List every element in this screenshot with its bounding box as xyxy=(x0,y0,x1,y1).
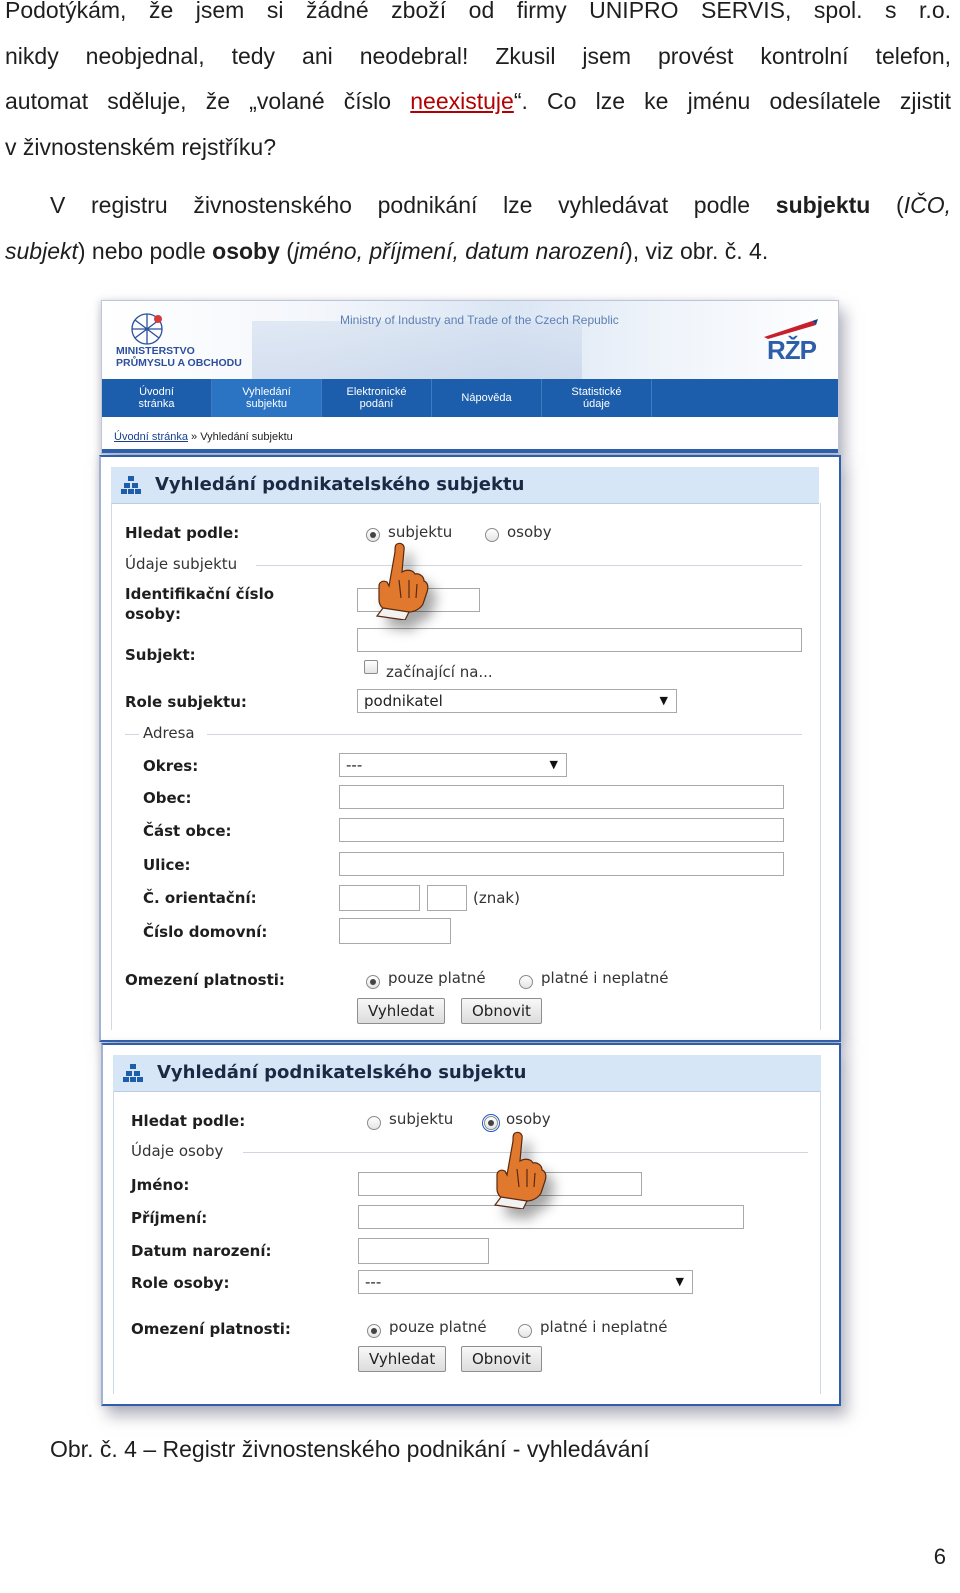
radio-osoby-label: osoby xyxy=(506,1110,551,1128)
intro-line-2: nikdy neobjednal, tedy ani neodebral! Zkusil jsem provést kontrolní telefon, xyxy=(5,42,951,69)
intro-line-4: v živnostenském rejstříku? xyxy=(5,133,276,160)
datum-narozeni-input[interactable] xyxy=(358,1238,489,1264)
orientacni-znak-input[interactable] xyxy=(427,885,467,911)
registry-subjektu-bold: subjektu xyxy=(775,192,871,218)
logo-line-1: MINISTERSTVO xyxy=(116,345,195,357)
nav-label: Nápověda xyxy=(461,392,512,404)
ulice-label: Ulice: xyxy=(143,856,191,874)
portal-header-screenshot xyxy=(101,300,839,454)
radio-pouze-platne-label: pouze platné xyxy=(388,969,486,987)
radio-osoby[interactable] xyxy=(484,1116,498,1130)
section-divider xyxy=(256,565,802,566)
ico-label-line-2: osoby: xyxy=(125,605,182,623)
registry-osoby-bold: osoby xyxy=(212,237,280,264)
ico-label-line-1: Identifikační číslo xyxy=(125,585,275,603)
okres-value: --- xyxy=(346,756,363,774)
obnovit-button[interactable]: Obnovit xyxy=(461,1346,542,1372)
nav-label: Statistické xyxy=(571,386,622,398)
registry-line-2 xyxy=(5,229,951,275)
dropdown-arrow-icon: ▼ xyxy=(549,758,558,771)
znak-label: (znak) xyxy=(473,889,520,907)
registry-paren-open-1: ( xyxy=(870,192,904,218)
role-osoby-value: --- xyxy=(365,1273,382,1291)
nav-filler xyxy=(652,379,838,417)
radio-pouze-platne[interactable] xyxy=(366,975,380,989)
cislo-domovni-label: Číslo domovní: xyxy=(143,923,268,941)
prijmeni-input[interactable] xyxy=(358,1205,744,1229)
obnovit-button[interactable]: Obnovit xyxy=(461,998,542,1024)
portal-nav xyxy=(102,379,838,417)
org-chart-icon xyxy=(123,1064,143,1082)
ulice-input[interactable] xyxy=(339,852,784,876)
cislo-domovni-input[interactable] xyxy=(339,918,451,944)
registry-text-2: ) nebo podle xyxy=(77,237,213,264)
section-udaje-subjektu: Údaje subjektu xyxy=(125,555,238,573)
building-image xyxy=(252,321,582,379)
pointing-hand-icon xyxy=(487,1131,547,1209)
obec-input[interactable] xyxy=(339,785,784,809)
intro-line-1: Podotýkám, že jsem si žádné zboží od firmy UNIPRO SERVIS, spol. s r.o. xyxy=(5,0,951,23)
radio-osoby[interactable] xyxy=(485,528,499,542)
neexistuje-link[interactable]: neexistuje xyxy=(410,88,514,114)
registry-ico-italic: IČO, xyxy=(903,192,951,218)
registry-text-1: V registru živnostenského podnikání lze vyhledávat podle xyxy=(50,192,776,218)
intro-line-3-start: automat sděluje, že „volané číslo xyxy=(5,88,411,114)
section-adresa: Adresa xyxy=(143,724,195,742)
breadcrumb-home-link[interactable]: Úvodní stránka xyxy=(114,431,188,443)
rzp-logo: RŽP xyxy=(767,335,816,365)
obec-label: Obec: xyxy=(143,789,192,807)
radio-subjektu-label: subjektu xyxy=(388,523,453,541)
zacinajici-label: začínající na... xyxy=(386,663,493,681)
role-subjektu-select[interactable] xyxy=(357,689,677,713)
registry-text-3: ), viz obr. č. 4. xyxy=(625,237,769,264)
section-divider xyxy=(125,734,139,735)
cast-obce-input[interactable] xyxy=(339,818,784,842)
ministry-logo-icon xyxy=(120,309,174,345)
search-by-subject-panel xyxy=(99,455,841,1042)
panel-title: Vyhledání podnikatelského subjektu xyxy=(157,1062,527,1083)
breadcrumb xyxy=(114,431,293,443)
pointing-hand-icon xyxy=(369,542,429,620)
radio-pouze-platne-label: pouze platné xyxy=(389,1318,487,1336)
nav-statisticke-udaje[interactable] xyxy=(542,379,652,417)
radio-platne-i-neplatne[interactable] xyxy=(519,975,533,989)
registry-person-fields-italic: jméno, příjmení, datum narození xyxy=(293,237,626,264)
nav-napoveda[interactable] xyxy=(432,379,542,417)
breadcrumb-current: Vyhledání subjektu xyxy=(200,431,293,443)
orientacni-label: Č. orientační: xyxy=(143,889,257,907)
prijmeni-label: Příjmení: xyxy=(131,1209,208,1227)
intro-line-3-end: “. Co lze ke jménu odesílatele zjistit xyxy=(513,88,951,114)
okres-select[interactable] xyxy=(339,753,567,777)
role-subjektu-value: podnikatel xyxy=(364,692,443,710)
hledat-podle-label: Hledat podle: xyxy=(125,524,240,542)
nav-label: Vyhledání xyxy=(242,386,291,398)
jmeno-label: Jméno: xyxy=(131,1176,190,1194)
role-osoby-select[interactable] xyxy=(358,1270,693,1294)
panel-title: Vyhledání podnikatelského subjektu xyxy=(155,474,525,495)
hledat-podle-label: Hledat podle: xyxy=(131,1112,246,1130)
panel-title-bar xyxy=(111,467,819,504)
nav-label: stránka xyxy=(138,398,175,410)
portal-banner xyxy=(102,301,838,379)
radio-subjektu[interactable] xyxy=(367,1116,381,1130)
subjekt-input[interactable] xyxy=(357,628,802,652)
intro-line-3 xyxy=(5,79,951,125)
panel-title-bar xyxy=(113,1055,821,1092)
page-number: 6 xyxy=(933,1544,946,1569)
radio-subjektu[interactable] xyxy=(366,528,380,542)
section-divider xyxy=(207,734,802,735)
radio-platne-i-neplatne-label: platné i neplatné xyxy=(540,1318,668,1336)
okres-label: Okres: xyxy=(143,757,199,775)
omezeni-platnosti-label: Omezení platnosti: xyxy=(125,971,285,989)
dropdown-arrow-icon: ▼ xyxy=(659,694,668,707)
registry-subjekt-italic: subjekt xyxy=(5,237,78,264)
section-udaje-osoby: Údaje osoby xyxy=(131,1142,224,1160)
registry-paren-open-2: ( xyxy=(279,237,294,264)
radio-subjektu-label: subjektu xyxy=(389,1110,454,1128)
nav-label: Elektronické xyxy=(346,386,407,398)
vyhledat-button[interactable]: Vyhledat xyxy=(357,998,445,1024)
zacinajici-checkbox[interactable] xyxy=(364,660,378,674)
vyhledat-button[interactable]: Vyhledat xyxy=(358,1346,446,1372)
nav-elektronicke-podani[interactable] xyxy=(322,379,432,417)
nav-label: údaje xyxy=(583,398,610,410)
org-chart-icon xyxy=(121,476,141,494)
figure-caption: Obr. č. 4 – Registr živnostenského podnikání - vyhledávání xyxy=(50,1436,650,1462)
ministry-english-title: Ministry of Industry and Trade of the Czech Republic xyxy=(340,313,619,327)
role-osoby-label: Role osoby: xyxy=(131,1274,230,1292)
radio-osoby-label: osoby xyxy=(507,523,552,541)
role-subjektu-label: Role subjektu: xyxy=(125,693,247,711)
radio-platne-i-neplatne[interactable] xyxy=(518,1324,532,1338)
orientacni-input[interactable] xyxy=(339,885,420,911)
intro-paragraph xyxy=(5,0,951,170)
radio-pouze-platne[interactable] xyxy=(367,1324,381,1338)
logo-line-2: PRŮMYSLU A OBCHODU xyxy=(116,357,242,369)
nav-label: Úvodní xyxy=(139,386,174,398)
nav-vyhledani-subjektu[interactable] xyxy=(212,379,322,417)
search-by-person-panel xyxy=(101,1043,841,1406)
omezeni-platnosti-label: Omezení platnosti: xyxy=(131,1320,291,1338)
breadcrumb-separator: » xyxy=(187,431,201,443)
registry-paragraph xyxy=(5,183,951,274)
cast-obce-label: Část obce: xyxy=(143,822,232,840)
radio-platne-i-neplatne-label: platné i neplatné xyxy=(541,969,669,987)
nav-label: podání xyxy=(359,398,394,410)
subjekt-label: Subjekt: xyxy=(125,646,196,664)
datum-narozeni-label: Datum narození: xyxy=(131,1242,272,1260)
registry-line-1 xyxy=(5,183,951,229)
dropdown-arrow-icon: ▼ xyxy=(675,1275,684,1288)
ico-label xyxy=(125,584,274,624)
ministry-logo-text xyxy=(116,345,242,369)
nav-label: subjektu xyxy=(246,398,287,410)
nav-uvodni-stranka[interactable] xyxy=(102,379,212,417)
portal-bottom-bar xyxy=(102,449,838,453)
